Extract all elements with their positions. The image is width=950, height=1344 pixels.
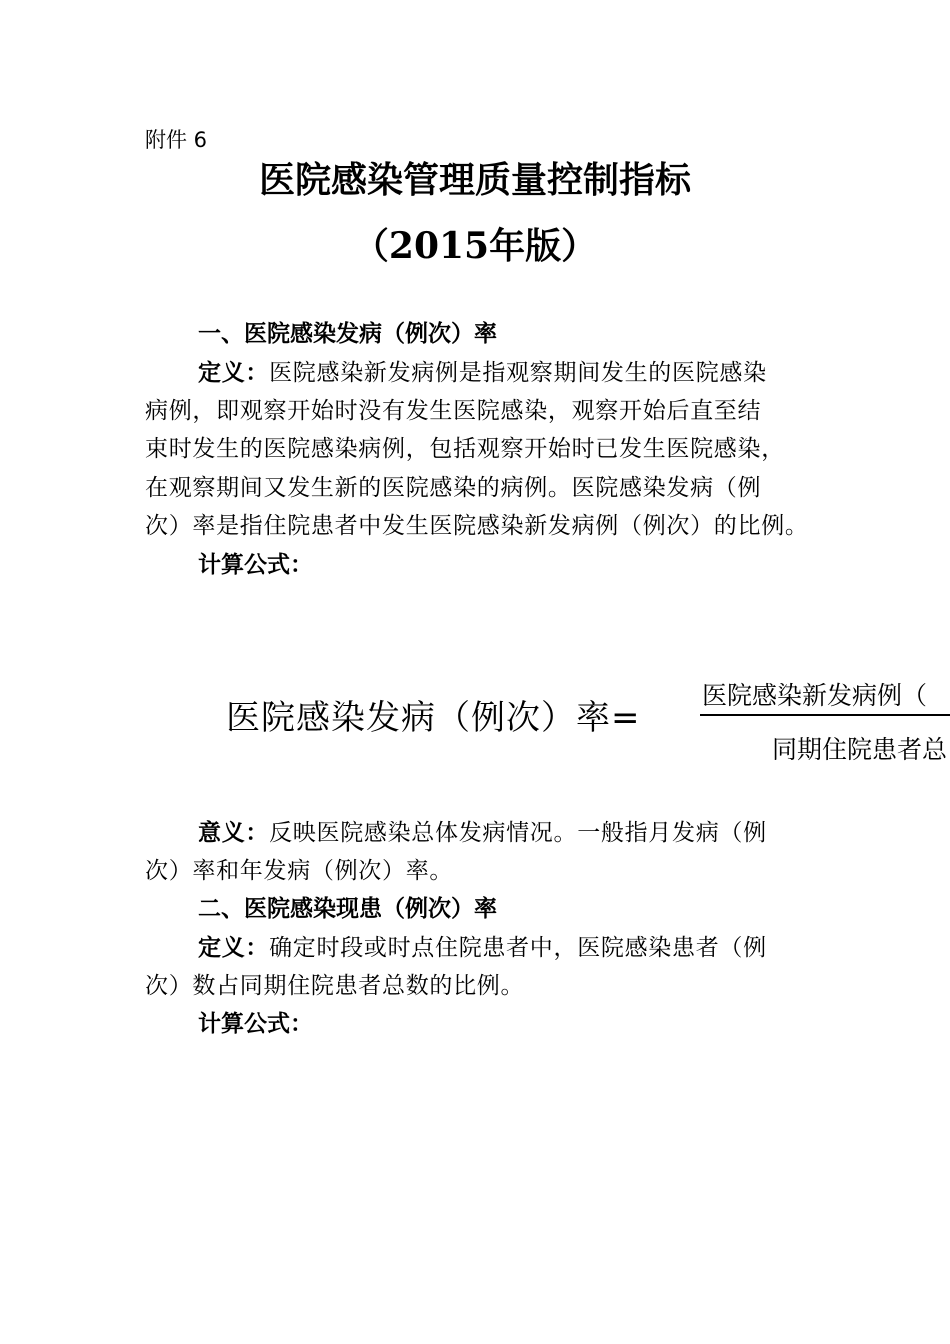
section1-meaning-line-2: 次）率和年发病（例次）率。 bbox=[145, 858, 454, 884]
formula-numerator: 医院感染新发病例（ bbox=[702, 681, 928, 710]
definition-text: 医院感染新发病例是指观察期间发生的医院感染 bbox=[269, 360, 767, 386]
formula-fraction-bar bbox=[700, 714, 950, 716]
meaning-label: 意义： bbox=[198, 820, 270, 846]
section2-definition-line-1 bbox=[198, 929, 767, 962]
definition-label: 定义： bbox=[198, 935, 270, 961]
definition-label: 定义： bbox=[198, 360, 270, 386]
section1-formula-label: 计算公式： bbox=[198, 552, 313, 578]
section1-definition-line-5: 次）率是指住院患者中发生医院感染新发病例（例次）的比例。 bbox=[145, 513, 809, 539]
section2-heading: 二、医院感染现患（例次）率 bbox=[198, 896, 497, 922]
section1-definition-line-3: 束时发生的医院感染病例，包括观察开始时已发生医院感染， bbox=[145, 436, 785, 462]
meaning-text: 反映医院感染总体发病情况。一般指月发病（例 bbox=[269, 820, 767, 846]
section1-heading: 一、医院感染发病（例次）率 bbox=[198, 321, 497, 347]
document-edition: （2015年版） bbox=[352, 225, 598, 267]
formula-denominator: 同期住院患者总 bbox=[772, 735, 948, 764]
section2-definition-line-2: 次）数占同期住院患者总数的比例。 bbox=[145, 973, 525, 999]
attachment-label: 附件 6 bbox=[145, 128, 208, 152]
section1-meaning-line-1 bbox=[198, 814, 767, 847]
section2-formula-label: 计算公式： bbox=[198, 1011, 313, 1037]
section1-definition-line-2: 病例，即观察开始时没有发生医院感染，观察开始后直至结 bbox=[145, 398, 762, 424]
section1-definition-line-4: 在观察期间又发生新的医院感染的病例。医院感染发病（例 bbox=[145, 475, 762, 501]
document-title: 医院感染管理质量控制指标 bbox=[258, 159, 691, 201]
formula-lhs: 医院感染发病（例次）率= bbox=[226, 698, 641, 738]
section1-definition-line-1 bbox=[198, 354, 767, 387]
definition-text: 确定时段或时点住院患者中，医院感染患者（例 bbox=[269, 935, 767, 961]
